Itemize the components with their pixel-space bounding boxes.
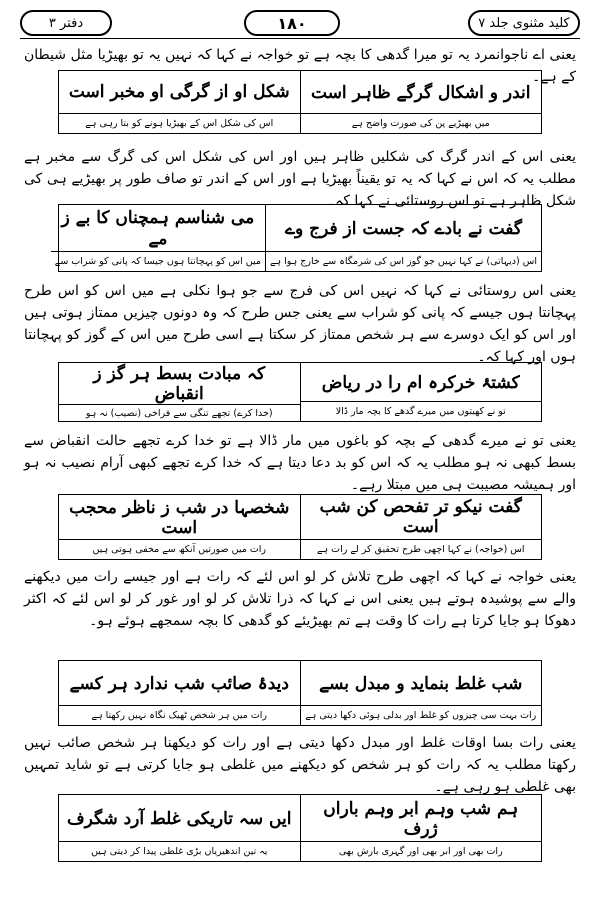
verse-translation: (خدا کرے) تجھے تنگی سے فراخی (نصیب) نہ ہو bbox=[59, 404, 300, 421]
verse-text: کہ مبادت بسط ہر گز ز انقباض bbox=[93, 364, 266, 404]
verse-hemistich-left bbox=[59, 363, 301, 421]
verse-hemistich-right bbox=[301, 495, 542, 559]
verse-block bbox=[58, 794, 542, 862]
verse-hemistich-right bbox=[301, 363, 542, 421]
verse-block bbox=[58, 660, 542, 726]
paragraph: یعنی اس کے اندر گرگ کی شکلیں ظاہر ہیں اور اس کی شکل اس کی گرگ سے مخبر ہے مطلب یہ کہ اس نے کہا کہ یہ تو یقیناً بھیڑیا ہے اور اس کے اندر تو صاف طور پر بھیڑیے ہی کی شکل ظاہر ہے تو اس روستائی نے کہا کہ۔ bbox=[24, 149, 576, 209]
verse-text: ہم شب وہم ابر وہم باراں ژرف bbox=[323, 798, 519, 839]
verse-hemistich-right bbox=[301, 795, 542, 861]
paragraph: یعنی خواجہ نے کہا کہ اچھی طرح تلاش کر لو اس لئے کہ رات ہے اور جیسے رات میں دیکھنے والے سے پوشیدہ ہوتے ہیں یعنی اس نے کہا کہ ذرا تلاش کر لو اور غور کر لو اس لئے کہ اکثر دھوکا ہو جایا کرتا ہے رات کا وقت ہے تم بھیڑیئے کو گدھی کا بچہ سمجھے ہوئے ہو۔ bbox=[24, 569, 576, 629]
verse-text: گفت نے بادے کہ جست از فرج وے bbox=[285, 218, 522, 239]
verse-text: ایں سہ تاریکی غلط آرد شگرف bbox=[67, 808, 292, 829]
verse-hemistich-left bbox=[59, 495, 301, 559]
verse-translation: رات بہت سی چیزوں کو غلط اور بدلی ہوئی دکھا دیتی ہے bbox=[301, 705, 542, 725]
verse-translation: میں اس کو پہچانتا ہوں جیسا کہ پانی کو شراب سے bbox=[51, 251, 265, 271]
paragraph: یعنی تو نے میرے گدھی کے بچہ کو باغوں میں مار ڈالا ہے تو خدا کرے تجھے حالت انقباض سے بسط کبھی نہ ہو مطلب یہ کہ اس کو بد دعا دیتا ہے کہ خدا کرے تجھے کبھی آرام نصیب نہ ہو اور ہمیشہ مصیبت ہی میں مبتلا رہے۔ bbox=[24, 433, 576, 493]
verse-hemistich-left bbox=[59, 795, 301, 861]
verse-block bbox=[54, 204, 542, 272]
book-title: کلید مثنوی جلد ۷ bbox=[468, 10, 580, 36]
verse-hemistich-right bbox=[266, 205, 541, 271]
verse-translation: یہ تین اندھیریاں بڑی غلطی پیدا کر دیتی ہیں bbox=[59, 841, 300, 861]
header-rule bbox=[20, 38, 580, 39]
page-header bbox=[20, 8, 580, 42]
verse-block bbox=[58, 362, 542, 422]
paragraph: یعنی اے ناجوانمرد یہ تو میرا گدھی کا بچہ ہے تو خواجہ نے کہا کہ نہیں یہ تو بھیڑیا مثل شیطان کے ہے۔ bbox=[24, 47, 576, 85]
verse-translation: رات میں ہر شخص ٹھیک نگاہ نہیں رکھتا ہے bbox=[59, 705, 300, 725]
verse-translation: رات بھی اور ابر بھی اور گہری بارش بھی bbox=[301, 841, 542, 861]
verse-hemistich-left bbox=[51, 205, 266, 271]
verse-block bbox=[58, 494, 542, 560]
verse-text: می شناسم ہمچناں کا بے ز مے bbox=[61, 208, 255, 249]
verse-hemistich-right bbox=[301, 71, 542, 133]
verse-translation: تو نے کھیتوں میں میرے گدھے کا بچہ مار ڈالا bbox=[301, 401, 542, 421]
verse-translation: میں بھیڑیے پن کی صورت واضح ہے bbox=[301, 113, 542, 133]
verse-text: شب غلط بنماید و مبدل بسے bbox=[319, 673, 523, 694]
verse-translation: اس (دیہاتی) نے کہا نہیں جو گوز اس کی شرمگاہ سے خارج ہوا ہے bbox=[266, 251, 541, 271]
verse-translation: اس کی شکل اس کے بھیڑیا ہونے کو بتا رہی ہے bbox=[59, 113, 300, 133]
verse-hemistich-left bbox=[59, 661, 301, 725]
verse-translation: اس (خواجہ) نے کہا اچھی طرح تحقیق کر لے رات ہے bbox=[301, 539, 542, 559]
verse-hemistich-right bbox=[301, 661, 542, 725]
verse-text: شخصہا در شب ز ناظر محجب است bbox=[69, 497, 290, 538]
verse-block bbox=[58, 70, 542, 134]
verse-text: شکل او از گرگی او مخبر است bbox=[68, 82, 290, 102]
page-number: ۱۸۰ bbox=[244, 10, 340, 36]
volume-label: دفتر ۳ bbox=[20, 10, 112, 36]
verse-translation: رات میں صورتیں آنکھ سے مخفی ہوتی ہیں bbox=[59, 539, 300, 559]
verse-text: اندر و اشکال گرگے ظاہر است bbox=[311, 82, 531, 103]
verse-text: دیدۂ صائب شب ندارد ہر کسے bbox=[69, 673, 289, 694]
paragraph: یعنی اس روستائی نے کہا کہ نہیں اس کی فرج سے جو ہوا نکلی ہے میں اس کو اس طرح پہچانتا ہوں جیسے کہ پانی کو شراب سے یعنی جس طرح کہ وہ دونوں چیزیں ممتاز ہوتی ہیں اور اس کو ایک دوسرے سے ہر شخص ممتاز کر سکتا ہے اسی طرح میں اس کے گوز کو پہچانتا ہوں اور کہا کہ۔ bbox=[24, 283, 576, 365]
verse-text: گفت نیکو تر تفحص کن شب است bbox=[319, 497, 522, 537]
verse-text: کشتۂ خرکرہ ام را در ریاض bbox=[321, 372, 520, 393]
paragraph: یعنی رات بسا اوقات غلط اور مبدل دکھا دیتی ہے اور رات کو دیکھنا ہر شخص صائب نہیں رکھتا مطلب یہ کہ رات کو ہر شخص کو دیکھنے میں غلطی ہو جایا کرتی ہے تو شاید تمہیں بھی غلطی ہو رہی ہے۔ bbox=[24, 735, 576, 795]
verse-hemistich-left bbox=[59, 71, 301, 133]
